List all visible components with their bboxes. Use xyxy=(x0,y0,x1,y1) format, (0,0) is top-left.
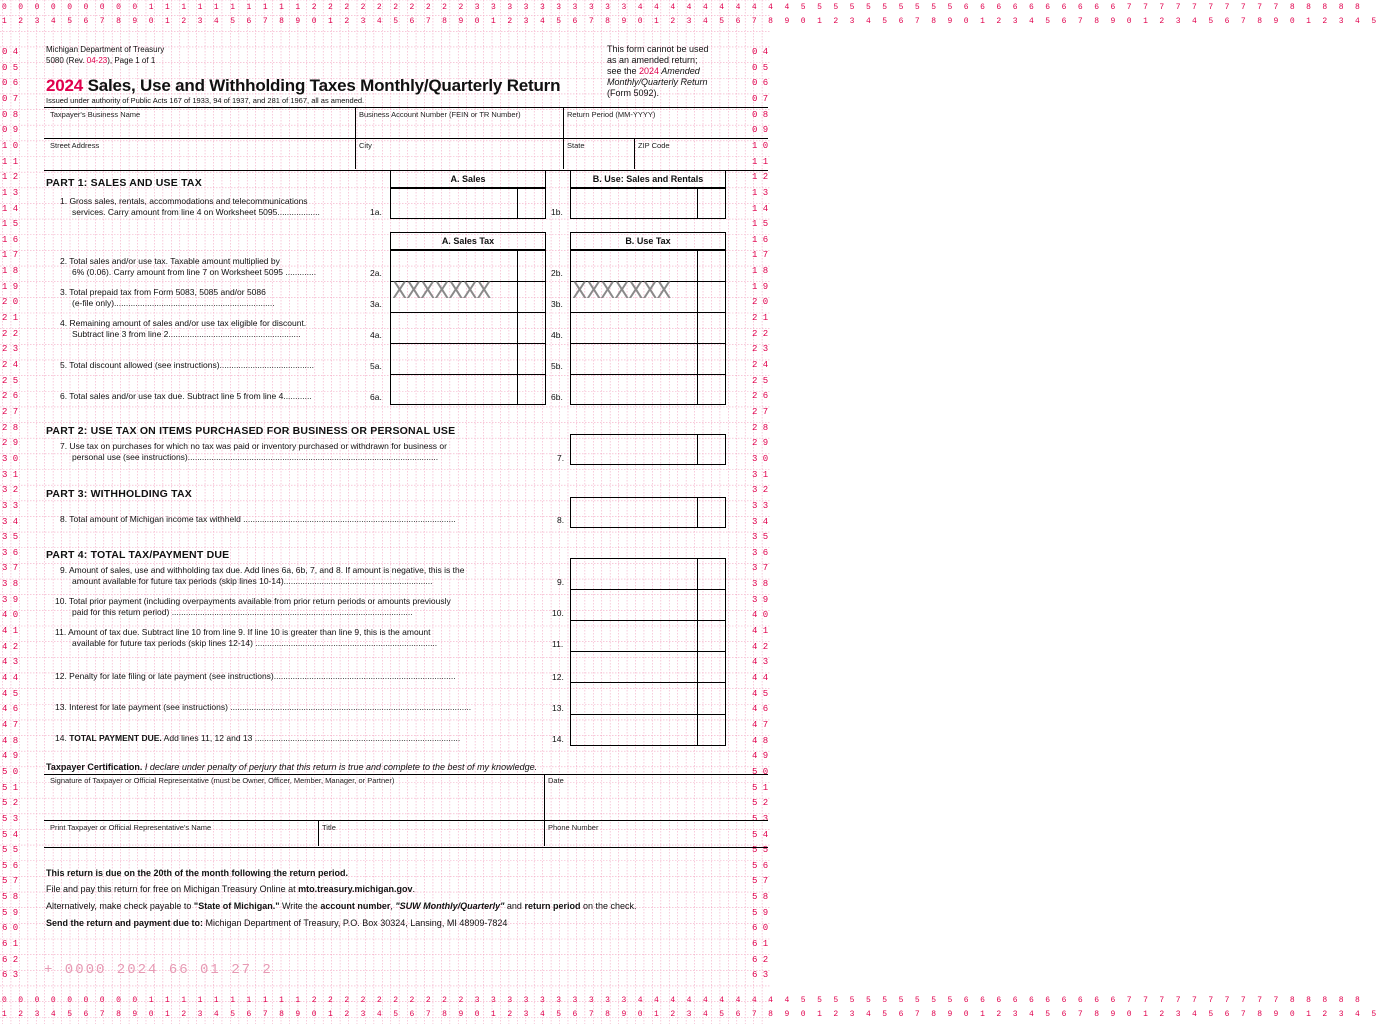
col-b-use-tax-header: B. Use Tax xyxy=(570,232,726,250)
line5-text: 5. Total discount allowed (see instructions)........................................ xyxy=(60,360,314,370)
ruler-mark: 2 3 xyxy=(752,344,769,355)
ruler-mark: 1 1 xyxy=(2,156,19,167)
form-title: 2024 Sales, Use and Withholding Taxes Monthly/Quarterly Return xyxy=(46,76,561,95)
ruler-mark: 0 8 xyxy=(752,109,769,120)
sales-tax-grid xyxy=(390,250,546,405)
cents-divider xyxy=(697,250,698,281)
date-field[interactable]: Date xyxy=(548,776,564,785)
col-a-sales-tax-header: A. Sales Tax xyxy=(390,232,546,250)
ruler-mark: 5 4 xyxy=(752,829,769,840)
line2b-label: 2b. xyxy=(551,268,563,278)
line3b-label: 3b. xyxy=(551,299,563,309)
ruler-mark: 1 3 xyxy=(2,187,19,198)
ruler-mark: 3 1 xyxy=(2,469,19,480)
ruler-mark: 0 7 xyxy=(2,93,19,104)
row-divider xyxy=(390,374,546,375)
check-instructions-text: Alternatively, make check payable to "State of Michigan." Write the account number, "SUW Monthly/Quarterly" and return period on the check. xyxy=(46,901,637,911)
city-field[interactable]: City xyxy=(359,141,372,150)
part2-title: PART 2: USE TAX ON ITEMS PURCHASED FOR BUSINESS OR PERSONAL USE xyxy=(46,425,456,437)
divider xyxy=(544,774,545,846)
ruler-mark: 3 3 xyxy=(2,500,19,511)
ruler-mark: 0 6 xyxy=(2,78,19,89)
line8-label: 8. xyxy=(557,515,565,525)
cents-divider xyxy=(697,343,698,374)
ruler-mark: 3 2 xyxy=(2,485,19,496)
ruler-mark: 5 7 xyxy=(752,876,769,887)
line10-label: 10. xyxy=(552,608,564,618)
ruler-mark: 2 1 xyxy=(752,313,769,324)
line13-text: 13. Interest for late payment (see instructions) ...................................................................................................... xyxy=(55,702,472,712)
ruler-mark: 5 0 xyxy=(752,766,769,777)
divider xyxy=(318,820,319,846)
line4a-label: 4a. xyxy=(370,330,382,340)
due-date-text: This return is due on the 20th of the month following the return period. xyxy=(46,868,348,878)
ruler-mark: 2 2 xyxy=(752,328,769,339)
ruler-mark: 4 1 xyxy=(2,626,19,637)
line7-text: 7. Use tax on purchases for which no tax was paid or inventory purchased or withdrawn for business or personal use (see instructions).......................................................................................................... xyxy=(60,441,447,462)
line5b-label: 5b. xyxy=(551,361,563,371)
ruler-mark: 4 5 xyxy=(2,688,19,699)
ruler-mark: 0 7 xyxy=(752,93,769,104)
line2a-label: 2a. xyxy=(370,268,382,278)
ruler-mark: 6 2 xyxy=(752,954,769,965)
ruler-mark: 1 4 xyxy=(752,203,769,214)
ruler-mark: 2 8 xyxy=(752,422,769,433)
ruler-mark: 1 6 xyxy=(752,234,769,245)
ruler-mark: 3 0 xyxy=(2,453,19,464)
bottom-ruler-tens: 0 0 0 0 0 0 0 0 0 1 1 1 1 1 1 1 1 1 1 2 2 2 2 2 2 2 2 2 2 3 3 3 3 3 3 3 3 3 3 4 4 4 4 4 4 4 4 4 4 5 5 5 5 5 5 5 5 5 5 6 6 6 6 6 6 6 6 6 6 7 7 7 7 7 7 7 7 7 7 8 8 8 8 8 xyxy=(2,996,1364,1005)
line3-text: 3. Total prepaid tax from Form 5083, 5085 and/or 5086 (e-file only).................................................................... xyxy=(60,287,275,308)
line3a-label: 3a. xyxy=(370,299,382,309)
ruler-mark: 3 5 xyxy=(752,532,769,543)
cents-divider xyxy=(697,374,698,405)
return-period-field[interactable]: Return Period (MM-YYYY) xyxy=(567,110,656,119)
ruler-mark: 5 2 xyxy=(2,798,19,809)
ruler-mark: 3 0 xyxy=(752,453,769,464)
print-name-field[interactable]: Print Taxpayer or Official Representative's Name xyxy=(50,823,212,832)
zip-field[interactable]: ZIP Code xyxy=(638,141,670,150)
ruler-mark: 2 0 xyxy=(2,297,19,308)
treasury-url-link[interactable]: mto.treasury.michigan.gov xyxy=(298,884,413,894)
ruler-mark: 0 9 xyxy=(2,125,19,136)
line9-label: 9. xyxy=(557,577,565,587)
ruler-mark: 0 5 xyxy=(2,62,19,73)
row-divider xyxy=(570,714,726,715)
ruler-mark: 5 8 xyxy=(752,892,769,903)
ruler-mark: 5 5 xyxy=(752,845,769,856)
ruler-mark: 2 7 xyxy=(2,406,19,417)
mailing-address-text: Send the return and payment due to: Michigan Department of Treasury, P.O. Box 30324, Lansing, MI 48909-7824 xyxy=(46,918,508,928)
ruler-mark: 0 5 xyxy=(752,62,769,73)
info-divider xyxy=(44,138,768,139)
ruler-mark: 4 0 xyxy=(752,610,769,621)
ruler-mark: 1 9 xyxy=(2,281,19,292)
ruler-mark: 0 9 xyxy=(752,125,769,136)
row-divider xyxy=(570,682,726,683)
cents-divider xyxy=(697,558,698,746)
ruler-mark: 1 7 xyxy=(752,250,769,261)
ruler-mark: 2 9 xyxy=(2,438,19,449)
line10-text: 10. Total prior payment (including overpayments available from prior return periods or amounts previously paid for this return period) ...................................................................................................... xyxy=(55,596,451,617)
ruler-mark: 4 9 xyxy=(2,751,19,762)
signature-section xyxy=(44,774,768,848)
ruler-mark: 1 8 xyxy=(752,266,769,277)
ruler-mark: 1 6 xyxy=(2,234,19,245)
signature-field[interactable]: Signature of Taxpayer or Official Representative (must be Owner, Officer, Member, Manager, or Partner) xyxy=(50,776,395,785)
line3b-disabled-marks: XXXXXXX xyxy=(572,279,671,304)
ruler-mark: 5 9 xyxy=(752,907,769,918)
ruler-mark: 2 0 xyxy=(752,297,769,308)
ruler-mark: 2 7 xyxy=(752,406,769,417)
line3a-disabled-marks: XXXXXXX xyxy=(392,279,491,304)
ruler-mark: 1 7 xyxy=(2,250,19,261)
part1-title: PART 1: SALES AND USE TAX xyxy=(46,177,202,189)
ruler-mark: 2 8 xyxy=(2,422,19,433)
ruler-mark: 5 2 xyxy=(752,798,769,809)
ruler-mark: 2 2 xyxy=(2,328,19,339)
line4-text: 4. Remaining amount of sales and/or use tax eligible for discount. Subtract line 3 from line 2........................................................ xyxy=(60,318,307,339)
cents-divider xyxy=(697,281,698,312)
title-field[interactable]: Title xyxy=(322,823,336,832)
line4b-label: 4b. xyxy=(551,330,563,340)
line5a-label: 5a. xyxy=(370,361,382,371)
part4-grid xyxy=(570,558,726,746)
certification-text: Taxpayer Certification. I declare under penalty of perjury that this return is true and complete to the best of my knowledge. xyxy=(46,762,538,772)
line2-text: 2. Total sales and/or use tax. Taxable amount multiplied by 6% (0.06). Carry amount from line 7 on Worksheet 5095 ............. xyxy=(60,256,317,277)
line8-text: 8. Total amount of Michigan income tax withheld .......................................................................................... xyxy=(60,514,456,524)
cents-divider xyxy=(697,434,698,465)
ruler-mark: 5 6 xyxy=(2,860,19,871)
ruler-mark: 5 0 xyxy=(2,766,19,777)
cents-divider xyxy=(697,188,698,219)
ruler-mark: 6 0 xyxy=(2,923,19,934)
row-divider xyxy=(570,651,726,652)
ruler-mark: 2 4 xyxy=(752,360,769,370)
ruler-mark: 1 8 xyxy=(2,266,19,277)
ruler-mark: 1 2 xyxy=(752,172,769,183)
divider xyxy=(355,107,356,138)
account-number-field[interactable]: Business Account Number (FEIN or TR Number) xyxy=(359,110,521,119)
ruler-mark: 6 3 xyxy=(752,970,769,981)
divider xyxy=(563,138,564,169)
ruler-mark: 5 1 xyxy=(752,782,769,793)
line11-text: 11. Amount of tax due. Subtract line 10 from line 9. If line 10 is greater than line 9, this is the amount available for future tax periods (skip lines 12-14) ............................................................................. xyxy=(55,627,438,648)
cents-divider xyxy=(697,312,698,343)
row-divider xyxy=(570,620,726,621)
ruler-mark: 1 5 xyxy=(752,219,769,230)
ruler-mark: 3 9 xyxy=(2,594,19,605)
ruler-mark: 5 7 xyxy=(2,876,19,887)
row-divider xyxy=(570,312,726,313)
ruler-mark: 3 8 xyxy=(752,579,769,590)
ruler-mark: 2 5 xyxy=(752,375,769,386)
ruler-mark: 4 8 xyxy=(2,735,19,746)
ruler-mark: 4 3 xyxy=(752,657,769,668)
ruler-mark: 1 3 xyxy=(752,187,769,198)
ruler-mark: 4 2 xyxy=(752,641,769,652)
line1b-input[interactable] xyxy=(570,188,726,219)
row-divider xyxy=(390,312,546,313)
ruler-mark: 6 1 xyxy=(2,939,19,950)
row-divider xyxy=(570,374,726,375)
line12-label: 12. xyxy=(552,672,564,682)
ruler-mark: 3 7 xyxy=(752,563,769,574)
ruler-mark: 3 4 xyxy=(2,516,19,527)
ruler-mark: 0 6 xyxy=(752,78,769,89)
ruler-mark: 3 7 xyxy=(2,563,19,574)
ruler-mark: 1 2 xyxy=(2,172,19,183)
cents-divider xyxy=(517,250,518,281)
ruler-mark: 5 6 xyxy=(752,860,769,871)
ruler-mark: 5 3 xyxy=(752,813,769,824)
signature-divider xyxy=(44,820,768,821)
row-divider xyxy=(390,343,546,344)
part3-title: PART 3: WITHHOLDING TAX xyxy=(46,488,192,500)
ruler-mark: 2 1 xyxy=(2,313,19,324)
row-divider xyxy=(570,343,726,344)
ruler-mark: 4 6 xyxy=(752,704,769,715)
cents-divider xyxy=(517,343,518,374)
ruler-mark: 4 5 xyxy=(752,688,769,699)
ruler-mark: 1 0 xyxy=(2,140,19,151)
ruler-mark: 6 1 xyxy=(752,939,769,950)
ruler-mark: 3 6 xyxy=(752,547,769,558)
ruler-mark: 6 0 xyxy=(752,923,769,934)
line14-label: 14. xyxy=(552,734,564,744)
ruler-mark: 1 5 xyxy=(2,219,19,230)
line14-text: 14. TOTAL PAYMENT DUE. Add lines 11, 12 and 13 ....................................................................................... xyxy=(55,733,461,743)
cents-divider xyxy=(517,374,518,405)
cents-divider xyxy=(517,188,518,219)
ruler-mark: 0 4 xyxy=(2,47,19,57)
line1a-label: 1a. xyxy=(370,207,382,217)
ruler-mark: 0 4 xyxy=(752,47,769,57)
ruler-mark: 1 9 xyxy=(752,281,769,292)
business-name-field[interactable]: Taxpayer's Business Name xyxy=(50,110,141,119)
ruler-mark: 5 8 xyxy=(2,892,19,903)
ruler-mark: 5 9 xyxy=(2,907,19,918)
ruler-mark: 2 5 xyxy=(2,375,19,386)
line11-label: 11. xyxy=(552,639,564,649)
divider xyxy=(634,138,635,169)
ruler-mark: 4 7 xyxy=(2,719,19,730)
ruler-mark: 1 1 xyxy=(752,156,769,167)
cents-divider xyxy=(517,312,518,343)
ruler-mark: 4 6 xyxy=(2,704,19,715)
ruler-mark: 4 0 xyxy=(2,610,19,621)
authority-text: Issued under authority of Public Acts 167 of 1933, 94 of 1937, and 281 of 1967, all as amended. xyxy=(46,96,365,105)
part4-title: PART 4: TOTAL TAX/PAYMENT DUE xyxy=(46,549,230,561)
cents-divider xyxy=(697,497,698,528)
ruler-mark: 3 2 xyxy=(752,485,769,496)
ruler-mark: 4 7 xyxy=(752,719,769,730)
ruler-mark: 2 3 xyxy=(2,344,19,355)
ruler-mark: 4 4 xyxy=(2,673,19,683)
divider xyxy=(355,138,356,169)
ruler-mark: 4 3 xyxy=(2,657,19,668)
ruler-mark: 1 4 xyxy=(2,203,19,214)
ruler-mark: 3 3 xyxy=(752,500,769,511)
ruler-mark: 3 6 xyxy=(2,547,19,558)
ruler-mark: 6 2 xyxy=(2,954,19,965)
line13-label: 13. xyxy=(552,703,564,713)
ruler-mark: 0 8 xyxy=(2,109,19,120)
ruler-mark: 3 9 xyxy=(752,594,769,605)
file-online-text: File and pay this return for free on Michigan Treasury Online at mto.treasury.michigan.gov. xyxy=(46,884,415,894)
ruler-mark: 5 5 xyxy=(2,845,19,856)
phone-field[interactable]: Phone Number xyxy=(548,823,599,832)
ruler-mark: 5 4 xyxy=(2,829,19,840)
divider xyxy=(563,107,564,138)
ruler-mark: 5 3 xyxy=(2,813,19,824)
ruler-mark: 2 6 xyxy=(752,391,769,402)
ruler-mark: 4 2 xyxy=(2,641,19,652)
line6-text: 6. Total sales and/or use tax due. Subtract line 5 from line 4............ xyxy=(60,391,312,401)
line9-text: 9. Amount of sales, use and withholding tax due. Add lines 6a, 6b, 7, and 8. If amount is negative, this is the amount available for future tax periods (skip lines 10-14)............................................................... xyxy=(60,565,465,586)
row-divider xyxy=(570,589,726,590)
col-a-sales-header: A. Sales xyxy=(390,170,546,188)
col-b-use-header: B. Use: Sales and Rentals xyxy=(570,170,726,188)
line8-input[interactable] xyxy=(570,497,726,528)
ruler-mark: 4 8 xyxy=(752,735,769,746)
street-address-field[interactable]: Street Address xyxy=(50,141,100,150)
cents-divider xyxy=(517,281,518,312)
ruler-mark: 1 0 xyxy=(752,140,769,151)
ruler-mark: 4 4 xyxy=(752,673,769,683)
ruler-mark: 4 1 xyxy=(752,626,769,637)
ruler-mark: 3 8 xyxy=(2,579,19,590)
line6b-label: 6b. xyxy=(551,392,563,402)
line12-text: 12. Penalty for late filing or late payment (see instructions)............................................................................. xyxy=(55,671,456,681)
line1-text: 1. Gross sales, rentals, accommodations and telecommunications services. Carry amount from line 4 on Worksheet 5095.................. xyxy=(60,196,320,217)
form-barcode-text: + 0000 2024 66 01 27 2 xyxy=(44,962,273,978)
ruler-mark: 2 4 xyxy=(2,360,19,370)
bottom-ruler-ones: 1 2 3 4 5 6 7 8 9 0 1 2 3 4 5 6 7 8 9 0 1 2 3 4 5 6 7 8 9 0 1 2 3 4 5 6 7 8 9 0 1 2 3 4 5 6 7 8 9 0 1 2 3 4 5 6 7 8 9 0 1 2 3 4 5 6 7 8 9 0 1 2 3 4 5 6 7 8 9 0 1 2 3 4 5 xyxy=(2,1010,1379,1019)
amend-note: This form cannot be used as an amended return; see the 2024 Amended Monthly/Quarterly Return (Form 5092). xyxy=(607,44,709,98)
state-field[interactable]: State xyxy=(567,141,585,150)
top-ruler-tens: 0 0 0 0 0 0 0 0 0 1 1 1 1 1 1 1 1 1 1 2 2 2 2 2 2 2 2 2 2 3 3 3 3 3 3 3 3 3 3 4 4 4 4 4 4 4 4 4 4 5 5 5 5 5 5 5 5 5 5 6 6 6 6 6 6 6 6 6 6 7 7 7 7 7 7 7 7 7 7 8 8 8 8 8 xyxy=(2,3,1364,12)
ruler-mark: 5 1 xyxy=(2,782,19,793)
ruler-mark: 3 4 xyxy=(752,516,769,527)
ruler-mark: 4 9 xyxy=(752,751,769,762)
ruler-mark: 3 1 xyxy=(752,469,769,480)
use-tax-grid xyxy=(570,250,726,405)
ruler-mark: 3 5 xyxy=(2,532,19,543)
line6a-label: 6a. xyxy=(370,392,382,402)
form-revision: 5080 (Rev. 04-23), Page 1 of 1 xyxy=(46,56,156,65)
line1a-input[interactable] xyxy=(390,188,546,219)
line7-label: 7. xyxy=(557,453,565,463)
line1b-label: 1b. xyxy=(551,207,563,217)
line7-input[interactable] xyxy=(570,434,726,465)
ruler-mark: 6 3 xyxy=(2,970,19,981)
agency-name: Michigan Department of Treasury xyxy=(46,45,165,54)
top-ruler-ones: 1 2 3 4 5 6 7 8 9 0 1 2 3 4 5 6 7 8 9 0 1 2 3 4 5 6 7 8 9 0 1 2 3 4 5 6 7 8 9 0 1 2 3 4 5 6 7 8 9 0 1 2 3 4 5 6 7 8 9 0 1 2 3 4 5 6 7 8 9 0 1 2 3 4 5 6 7 8 9 0 1 2 3 4 5 xyxy=(2,17,1379,26)
ruler-mark: 2 9 xyxy=(752,438,769,449)
ruler-mark: 2 6 xyxy=(2,391,19,402)
